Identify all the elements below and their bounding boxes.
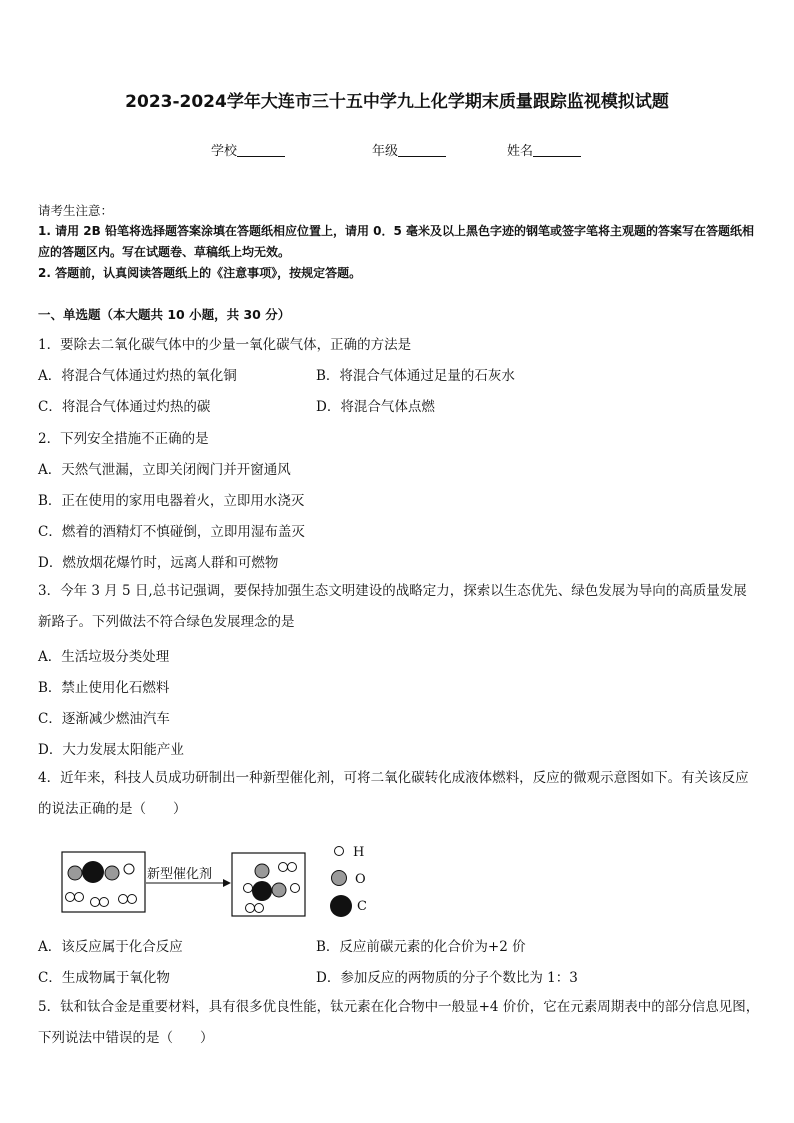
reaction-diagram (55, 838, 385, 926)
molecule-h-atom (66, 893, 75, 902)
q4-option-c: C．生成物属于氧化物 (38, 970, 170, 986)
q1-stem: 1．要除去二氧化碳气体中的少量一氧化碳气体，正确的方法是 (38, 337, 412, 353)
legend-h-symbol (335, 847, 344, 856)
molecule-h-atom (119, 895, 128, 904)
legend-c-symbol (330, 895, 352, 917)
legend-h-label: H (353, 845, 365, 860)
exam-title: 2023-2024学年大连市三十五中学九上化学期末质量跟踪监视模拟试题 (125, 92, 669, 112)
q1-option-b: B．将混合气体通过足量的石灰水 (316, 368, 515, 384)
legend-c-label: C (357, 899, 367, 914)
q4-option-a: A．该反应属于化合反应 (38, 939, 183, 955)
molecule-h-atom (100, 898, 109, 907)
q3-option-b: B．禁止使用化石燃料 (38, 680, 170, 696)
molecule-h-atom (291, 884, 300, 893)
q3-option-d: D．大力发展太阳能产业 (38, 742, 184, 758)
school-blank (237, 143, 285, 157)
q2-option-c: C．燃着的酒精灯不慎碰倒，立即用湿布盖灭 (38, 524, 305, 540)
molecule-c-atom (82, 861, 104, 883)
molecule-h-atom (246, 904, 255, 913)
molecule-h-atom (255, 904, 264, 913)
q4-option-b: B．反应前碳元素的化合价为+2 价 (316, 939, 526, 955)
molecule-h-atom (288, 863, 297, 872)
legend-o-symbol (332, 871, 347, 886)
q1-option-a: A．将混合气体通过灼热的氧化铜 (38, 368, 237, 384)
molecule-h-atom (124, 864, 134, 874)
molecule-h-atom (91, 898, 100, 907)
q2-option-d: D．燃放烟花爆竹时，远离人群和可燃物 (38, 555, 279, 571)
grade-blank (398, 143, 446, 157)
q4-stem: 4．近年来，科技人员成功研制出一种新型催化剂，可将二氧化碳转化成液体燃料，反应的微观示意图如下。有关该反应的说法正确的是（ ） (38, 770, 749, 817)
notice-item-2: 2. 答题前，认真阅读答题纸上的《注意事项》，按规定答题。 (38, 266, 362, 280)
q2-option-b: B．正在使用的家用电器着火，立即用水浇灭 (38, 493, 305, 509)
catalyst-label: 新型催化剂 (147, 867, 213, 882)
molecule-h-atom (244, 884, 253, 893)
legend-o-label: O (355, 872, 366, 887)
q3-option-a: A．生活垃圾分类处理 (38, 649, 170, 665)
molecule-h-atom (128, 895, 137, 904)
notice-block (38, 200, 760, 284)
q3-stem: 3．今年 3 月 5 日,总书记强调，要保持加强生态文明建设的战略定力，探索以生态优先、绿色发展为导向的高质量发展新路子。下列做法不符合绿色发展理念的是 (38, 583, 747, 630)
reaction-arrow-head (223, 879, 231, 887)
molecule-c-atom (252, 881, 272, 901)
q5-stem: 5．钛和钛合金是重要材料，具有很多优良性能，钛元素在化合物中一般显+4 价价，它在元素周期表中的部分信息见图，下列说法中错误的是（ ） (38, 999, 760, 1046)
section-heading: 一、单选题（本大题共 10 小题，共 30 分） (38, 307, 291, 322)
molecule-o-atom (68, 866, 82, 880)
molecule-h-atom (279, 863, 288, 872)
q2-option-a: A．天然气泄漏，立即关闭阀门并开窗通风 (38, 462, 291, 478)
q4-option-d: D．参加反应的两物质的分子个数比为 1：3 (316, 970, 578, 986)
name-field: 姓名 (507, 140, 581, 159)
q1-option-d: D．将混合气体点燃 (316, 399, 435, 415)
molecule-o-atom (255, 864, 269, 878)
molecule-o-atom (272, 883, 286, 897)
name-blank (533, 143, 581, 157)
molecule-h-atom (75, 893, 84, 902)
q1-option-c: C．将混合气体通过灼热的碳 (38, 399, 211, 415)
q2-stem: 2．下列安全措施不正确的是 (38, 431, 209, 447)
notice-heading: 请考生注意： (38, 203, 114, 218)
grade-field: 年级 (372, 140, 446, 159)
q3-option-c: C．逐渐减少燃油汽车 (38, 711, 170, 727)
molecule-o-atom (105, 866, 119, 880)
school-field: 学校 (211, 140, 285, 159)
notice-item-1: 1. 请用 2B 铅笔将选择题答案涂填在答题纸相应位置上，请用 0．5 毫米及以上黑色字迹的钢笔或签字笔将主观题的答案写在答题纸相应的答题区内。写在试题卷、草稿纸上均无效。 (38, 224, 754, 259)
